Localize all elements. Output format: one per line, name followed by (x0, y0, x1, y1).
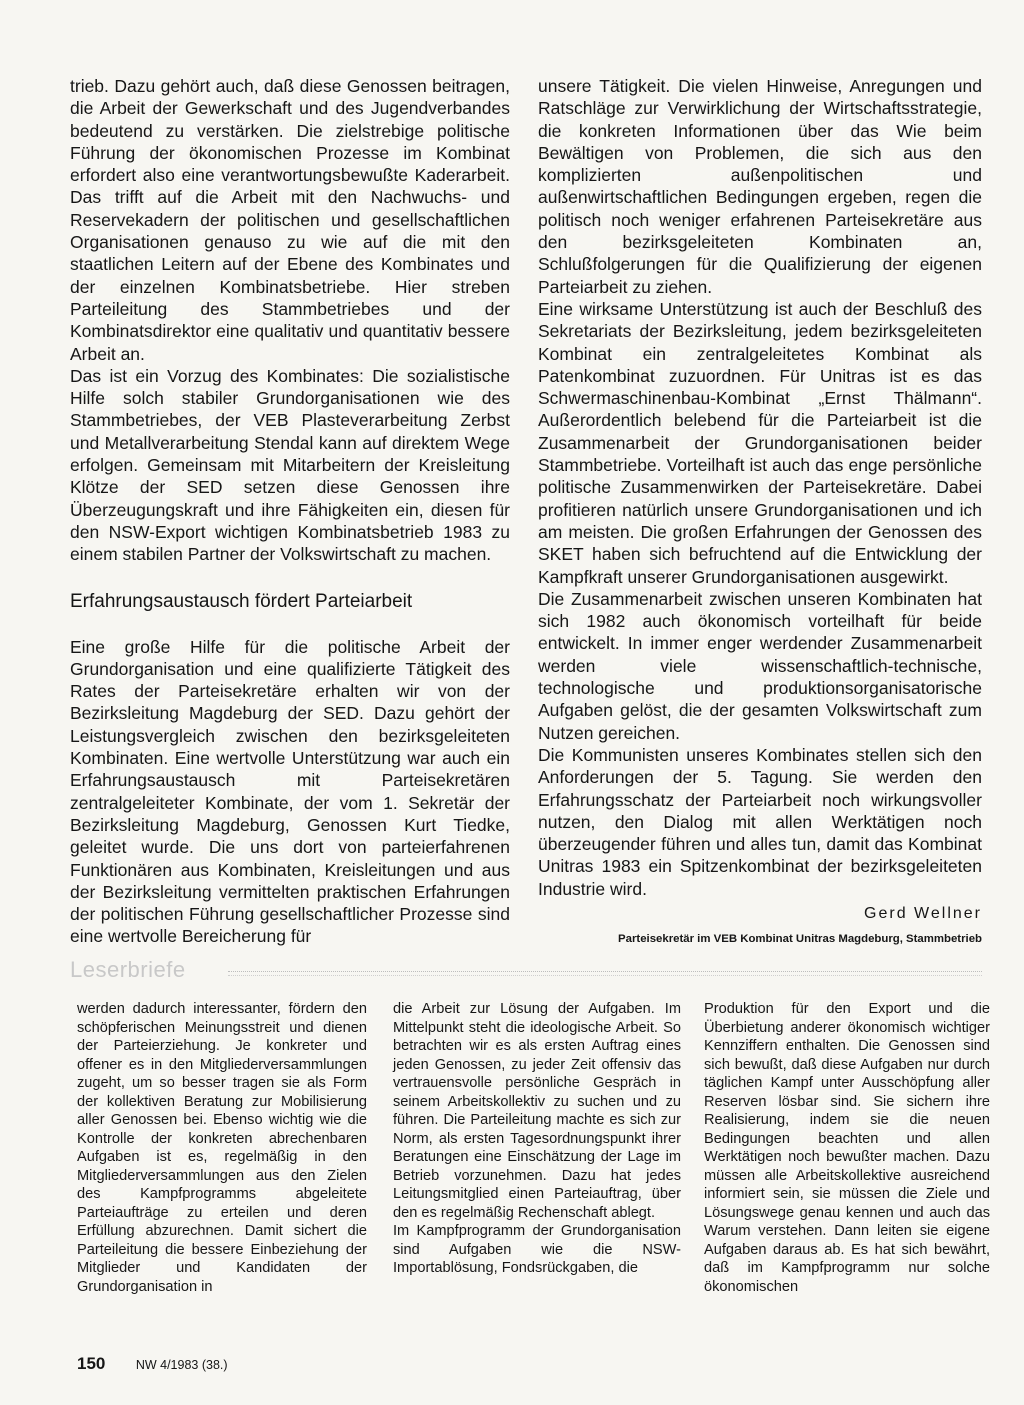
section-divider (228, 971, 982, 976)
paragraph: trieb. Dazu gehört auch, daß diese Genossen beitragen, die Arbeit der Gewerkschaft und des Jugendverbandes bedeutend zu verstärken. Die zielstrebige politische Führung der ökonomischen Prozesse im Kombinat erfordert also eine verantwortungsbewußte Kaderarbeit. Das trifft auf die Arbeit mit den Nachwuchs- und Reservekadern der politischen und gesellschaftlichen Organisationen genauso zu wie auf die mit den staatlichen Leitern auf der Ebene des Kombinates und der einzelnen Kombinatsbetriebe. Hier streben Parteileitung des Stammbetriebes und der Kombinatsdirektor eine qualitativ und quantitativ bessere Arbeit an. (70, 76, 510, 364)
page-number: 150 (77, 1354, 106, 1373)
article-column-left (70, 75, 510, 948)
paragraph: Das ist ein Vorzug des Kombinates: Die sozialistische Hilfe solch stabiler Grundorganisationen wie des Stammbetriebes, der VEB Plasteverarbeitung Zerbst und Metallverarbeitung Stendal kann auf direktem Wege erfolgen. Gemeinsam mit Mitarbeitern der Kreisleitung Klötze der SED setzen diese Genossen ihre Überzeugungskraft und ihre Fähigkeiten ein, diesen für den NSW-Export wichtigen Kombinatsbetrieb 1983 zu einem stabilen Partner der Volkswirtschaft zu machen. (70, 365, 510, 565)
page-footer (77, 1354, 228, 1374)
paragraph: Produktion für den Export und die Überbietung anderer ökonomisch wichtiger Kennziffern enthalten. Die Genossen sind sich bewußt, daß diese Aufgaben nur durch täglichen Kampf unter Ausschöpfung aller Reserven lösbar sind. Sie sichern ihre Realisierung, indem sie die neuen Bedingungen beachten und allen Werktätigen noch bewußter machen. Dazu müssen alle Arbeitskollektive ausreichend informiert sein, sie müssen die Ziele und Lösungswege genau kennen und auch das Warum verstehen. Dann leiten sie eigene Aufgaben daraus ab. Es hat sich bewährt, daß im Kampfprogramm nur solche ökonomischen (704, 1001, 990, 1295)
paragraph: Die Kommunisten unseres Kombinates stellen sich den Anforderungen der 5. Tagung. Sie werden den Erfahrungsschatz der Parteiarbeit noch wirkungsvoller nutzen, den Dialog mit allen Werktätigen noch überzeugender führen und alles tun, damit das Kombinat Unitras 1983 ein Spitzenkombinat der bezirksgeleiteten Industrie wird. (538, 744, 982, 899)
paragraph: werden dadurch interessanter, fördern den schöpferischen Meinungsstreit und dienen der Parteierziehung. Je konkreter und offener es in den Mitgliederversammlungen zugeht, um so besser tragen sie als Form der kollektiven Beratung zur Mobilisierung aller Genossen bei. Ebenso wichtig wie die Kontrolle der konkreten abrechenbaren Aufgaben ist es, regelmäßig in den Mitgliederversammlungen aus den Zielen des Kampfprogramms abgeleitete Parteiaufträge zu erteilen und deren Erfüllung abzurechnen. Damit sichert die Parteileitung die bessere Einbeziehung der Mitglieder und Kandidaten der Grundorganisation in (77, 1001, 367, 1295)
issue-label: NW 4/1983 (38.) (135, 1358, 228, 1372)
author-name: Gerd Wellner (864, 904, 982, 922)
section-label: Leserbriefe (70, 957, 186, 982)
letters-column-1 (77, 1000, 367, 1296)
letters-section-header (70, 958, 982, 982)
section-heading: Erfahrungsaustausch fördert Parteiarbeit (70, 590, 413, 612)
author-role: Parteisekretär im VEB Kombinat Unitras Magdeburg, Stammbetrieb (618, 933, 982, 946)
letters-column-2 (393, 1000, 681, 1278)
paragraph: die Arbeit zur Lösung der Aufgaben. Im Mittelpunkt steht die ideologische Arbeit. So betrachten wir es als ersten Auftrag eines jeden Genossen, zu jeder Zeit offensiv das vertrauensvolle persönliche Gespräch in seinem Arbeitskollektiv zu suchen und zu führen. Die Parteileitung machte es sich zur Norm, als ersten Tagesordnungspunkt ihrer Beratungen eine Einschätzung der Lage im Betrieb vorzunehmen. Dazu hat jedes Leitungsmitglied einen Parteiauftrag, über den es regelmäßig Rechenschaft ablegt. (393, 1001, 681, 1221)
paragraph: unsere Tätigkeit. Die vielen Hinweise, Anregungen und Ratschläge zur Verwirklichung der Wirtschaftsstrategie, die konkreten Informationen über das Wie beim Bewältigen von Problemen, die sich aus den komplizierten außenpolitischen und außenwirtschaftlichen Bedingungen ergeben, regen die politisch noch weniger erfahrenen Parteisekretäre aus den bezirksgeleiteten Kombinaten an, Schlußfolgerungen für die Qualifizierung der eigenen Parteiarbeit zu ziehen. (538, 76, 982, 297)
paragraph: Eine wirksame Unterstützung ist auch der Beschluß des Sekretariats der Bezirksleitung, jedem bezirksgeleiteten Kombinat ein zentralgeleitetes Kombinat als Patenkombinat zuzuordnen. Für Unitras ist es das Schwermaschinenbau-Kombinat „Ernst Thälmann“. Außerordentlich belebend für die Parteiarbeit ist die Zusammenarbeit der Grundorganisationen beider Stammbetriebe. Vorteilhaft ist auch das enge persönliche politische Zusammenwirken der Parteisekretäre. Dabei profitieren natürlich unsere Grundorganisationen und ich am meisten. Die großen Erfahrungen der Genossen des SKET haben sich befruchtend auf die Entwicklung der Kampfkraft unserer Grundorganisationen ausgewirkt. (538, 298, 982, 587)
paragraph: Im Kampfprogramm der Grundorganisation sind Aufgaben wie die NSW-Importablösung, Fondsrückgaben, die (393, 1223, 681, 1276)
paragraph: Die Zusammenarbeit zwischen unseren Kombinaten hat sich 1982 auch ökonomisch vorteilhaft für beide entwickelt. In immer enger werdender Zusammenarbeit werden viele wissenschaftlich-technische, technologische und produktionsorganisatorische Aufgaben gelöst, die der gesamten Volkswirtschaft zum Nutzen gereichen. (538, 588, 982, 743)
paragraph: Eine große Hilfe für die politische Arbeit der Grundorganisation und eine qualifizierte Tätigkeit des Rates der Parteisekretäre erhalten wir von der Bezirksleitung Magdeburg der SED. Dazu gehört der Leistungsvergleich zwischen den bezirksgeleiteten Kombinaten. Eine wertvolle Unterstützung war auch ein Erfahrungsaustausch mit Parteisekretären zentralgeleiteter Kombinate, der vom 1. Sekretär der Bezirksleitung Magdeburg, Genossen Kurt Tiedke, geleitet wurde. Die uns dort von parteierfahrenen Funktionären aus Kombinaten, Kreisleitungen und aus der Bezirksleitung vermittelten praktischen Erfahrungen der politischen Führung gesellschaftlicher Prozesse sind eine wertvolle Bereicherung für (70, 636, 510, 947)
letters-column-3 (704, 1000, 990, 1296)
article-column-right (538, 75, 982, 948)
